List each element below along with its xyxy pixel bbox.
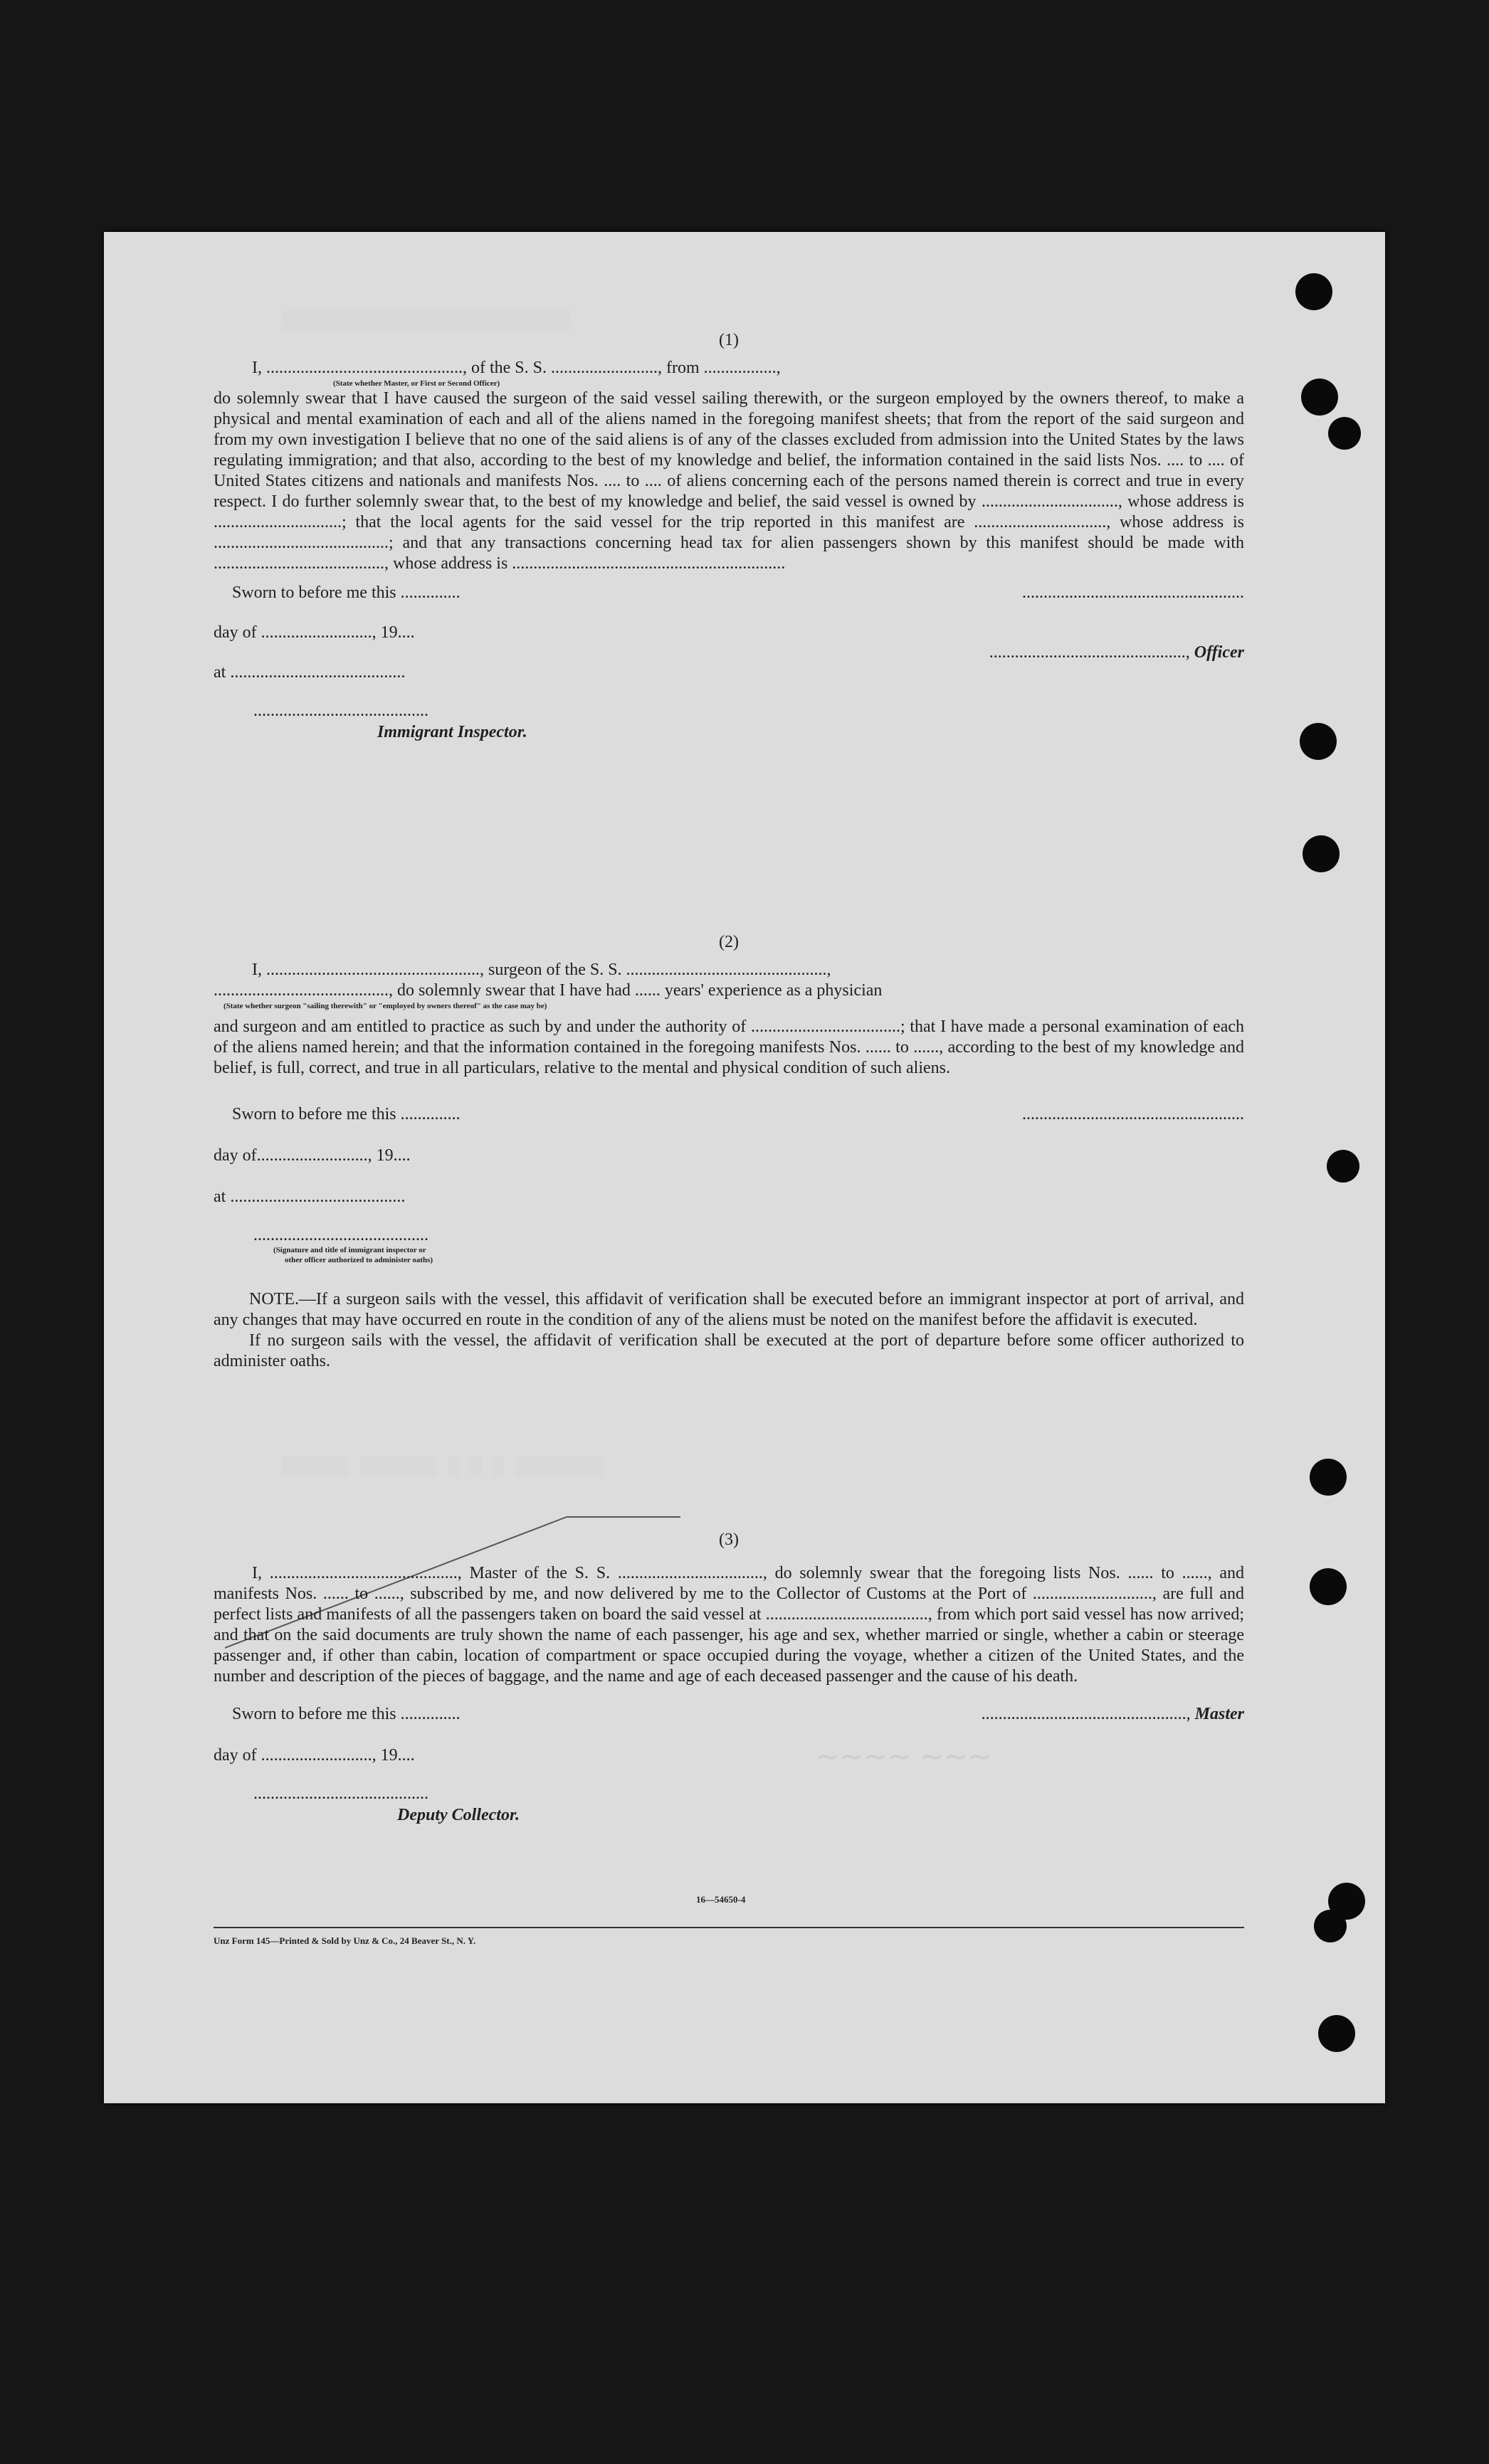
bleed-through-text: ▒▒▒▒▒▒▒▒▒▒▒▒▒▒▒▒▒▒▒▒▒▒▒▒▒▒: [282, 310, 571, 332]
section-1-master-oath: [214, 330, 1244, 746]
sworn-line: Sworn to before me this ..............: [232, 1705, 461, 1723]
sworn-line: Sworn to before me this ..............: [232, 583, 461, 602]
collector-caption: Deputy Collector.: [397, 1806, 520, 1824]
date-line: day of .........................., 19....: [214, 623, 415, 642]
sworn-line: Sworn to before me this ..............: [232, 1105, 461, 1123]
signature-block: [214, 1104, 1244, 1289]
note-block: [214, 1289, 1244, 1372]
officer-label: Officer: [1194, 643, 1244, 662]
official-signature-line: .........................................: [253, 1226, 428, 1244]
field-caption: (State whether Master, or First or Second Officer): [333, 379, 500, 388]
note-paragraph: NOTE.—If a surgeon sails with the vessel, this affidavit of verification shall be executed before an immigrant inspector at port of arrival, and any changes that may have occurred en route in the condition of any of the aliens must be noted on the manifest before the affidavit is executed.: [214, 1290, 1244, 1329]
master-dots: ................................................,: [981, 1705, 1195, 1723]
oath-paragraph: and surgeon and am entitled to practice as such by and under the authority of ...................................; that I have made a personal examination of each of the aliens named herein; and that the information contained in the foregoing manifests Nos. ...... to ......, according to the best of my knowledge and belief, is full, correct, and true in all particulars, relative to the mental and physical condition of such aliens.: [214, 1017, 1244, 1077]
signature-block: [214, 1704, 1244, 1846]
master-label: Master: [1194, 1705, 1244, 1723]
master-signature-line: [982, 1704, 1244, 1725]
punch-hole: [1310, 1459, 1347, 1496]
officer-line: [989, 643, 1244, 663]
collector-signature-line: .........................................: [253, 1784, 428, 1803]
section-number: (1): [719, 331, 739, 349]
section-number: (3): [719, 1530, 739, 1549]
footer-rule: [214, 1927, 1244, 1928]
field-caption: (State whether surgeon "sailing therewith" or "employed by owners thereof" as the case may be): [223, 1002, 547, 1010]
section-3-master-delivery-oath: [214, 1530, 1244, 1846]
signature-line: ....................................................: [1022, 583, 1244, 602]
form-number: 16—54650-4: [696, 1894, 746, 1905]
date-line: day of .........................., 19....: [214, 1746, 415, 1765]
bleed-through-handwriting: ~~~~ ~~~: [816, 1740, 992, 1773]
punch-hole: [1301, 379, 1338, 416]
note-paragraph: If no surgeon sails with the vessel, the affidavit of verification shall be executed at the port of departure before some officer authorized to administer oaths.: [214, 1331, 1244, 1370]
punch-hole: [1310, 1568, 1347, 1605]
punch-hole: [1295, 273, 1332, 310]
signature-line: ....................................................: [1022, 1105, 1244, 1123]
surgeon-experience-line: ........................................., do solemnly swear that I have had ...... years' experience as a physician: [214, 981, 883, 1000]
punch-hole: [1318, 2015, 1355, 2052]
signature-block: [214, 583, 1244, 746]
bleed-through-text: ▒▒▒▒▒▒ ▒▒▒▒▒▒▒ ▒ ▒ ▒ ▒▒▒▒▒▒▒▒: [282, 1456, 604, 1477]
punch-hole: [1303, 835, 1340, 872]
section-number: (2): [719, 933, 739, 951]
inspector-caption: Immigrant Inspector.: [377, 723, 527, 741]
oath-paragraph: I, ............................................, Master of the S. S. .................................., do solemnly swear that the foregoing lists Nos. ...... to ......, and manifests Nos. ...... to ......, subscribed by me, and now delivered by me to the Collector of Customs at the Port of ............................, are full and perfect lists and manifests of all the passengers taken on board the said vessel at ......................................, from which port said vessel has now arrived; and that on the said documents are truly shown the name of each passenger, his age and sex, whether married or single, whether a cabin or steerage passenger and, if other than cabin, location of compartment or space occupied during the voyage, whether a citizen of the United States, and the number and description of the pieces of baggage, and the name and age of each deceased passenger and the cause of his death.: [214, 1564, 1244, 1686]
punch-hole: [1314, 1910, 1347, 1942]
punch-hole: [1327, 1150, 1359, 1183]
signature-caption: other officer authorized to administer oaths): [285, 1256, 433, 1264]
inspector-signature-line: .........................................: [253, 702, 428, 720]
surgeon-identification-line: I, .................................................., surgeon of the S. S. ...............................................,: [252, 961, 831, 979]
punch-hole: [1328, 417, 1361, 450]
oath-paragraph: do solemnly swear that I have caused the surgeon of the said vessel sailing therewith, or the surgeon employed by the owners thereof, to make a physical and mental examination of each and all of the aliens named in the foregoing manifest sheets; that from the report of the said surgeon and from my own investigation I believe that no one of the said aliens is of any of the classes excluded from admission into the United States by the laws regulating immigration; and that also, according to the best of my knowledge and belief, the information contained in the said lists Nos. .... to .... of United States citizens and nationals and manifests Nos. .... to .... of aliens concerning each of the persons named therein is correct and true in every respect. I do further solemnly swear that, to the best of my knowledge and belief, the said vessel is owned by ................................, whose address is ..............................; that the local agents for the said vessel for the trip reported in this manifest are ..............................., whose address is .........................................; and that any transactions concerning head tax for alien passengers shown by this manifest should be made with ........................................, whose address is ................................................................: [214, 389, 1244, 573]
section-2-surgeon-oath: [214, 932, 1244, 1372]
place-line: at .........................................: [214, 663, 406, 682]
master-identification-line: I, .............................................., of the S. S. ........................., from .................,: [252, 359, 781, 377]
date-line: day of.........................., 19....: [214, 1146, 411, 1165]
place-line: at .........................................: [214, 1188, 406, 1206]
punch-hole: [1300, 723, 1337, 760]
signature-caption: (Signature and title of immigrant inspector or: [273, 1246, 426, 1254]
officer-dots: ..............................................,: [989, 643, 1194, 662]
printer-imprint: Unz Form 145—Printed & Sold by Unz & Co., 24 Beaver St., N. Y.: [214, 1935, 476, 1946]
